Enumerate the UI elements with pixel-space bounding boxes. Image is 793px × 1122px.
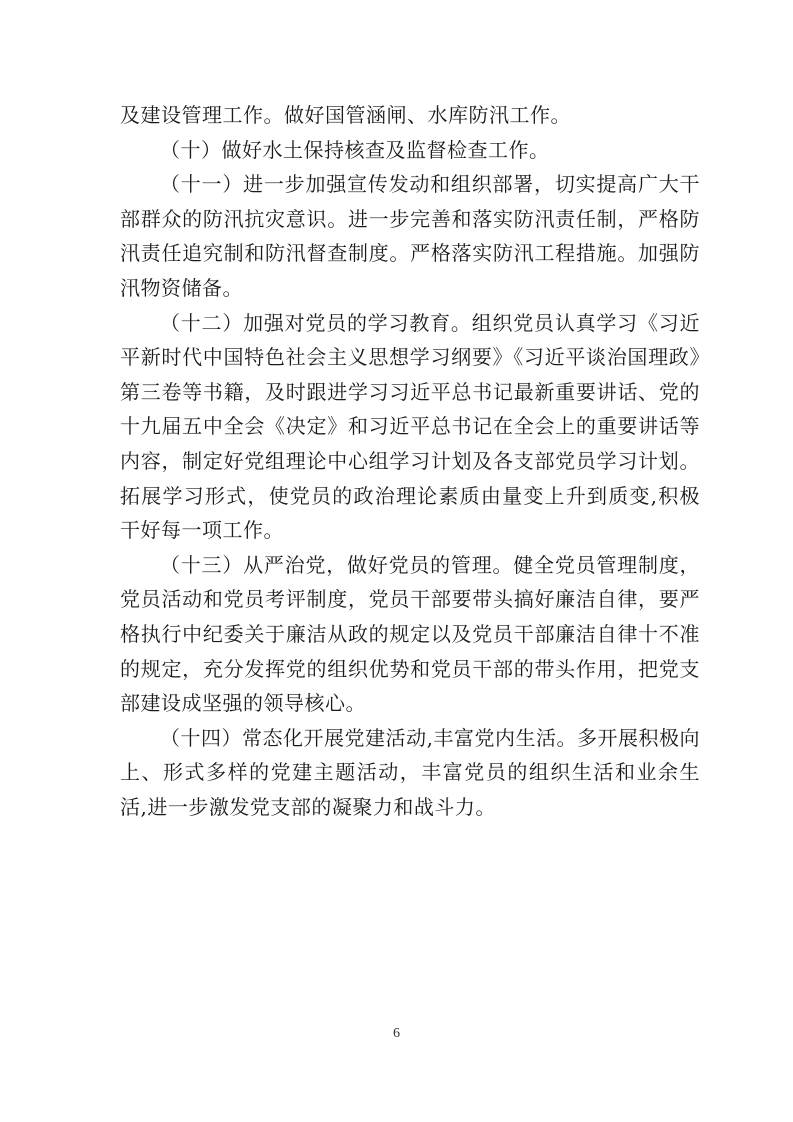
paragraph-continuation: 及建设管理工作。做好国管涵闸、水库防汛工作。 bbox=[120, 103, 571, 127]
paragraph-item-10: （十）做好水土保持核查及监督检查工作。 bbox=[160, 137, 550, 162]
page-number: 6 bbox=[393, 1026, 400, 1041]
paragraph-item-13: （十三）从严治党，做好党员的管理。健全党员管理制度，党员活动和党员考评制度，党员干部要带头搞好廉洁自律，要严格执行中纪委关于廉洁从政的规定以及党员干部廉洁自律十不准的规定，充分发挥党的组织优势和党员干部的带头作用，把党支部建设成坚强的领导核心。 bbox=[120, 552, 700, 716]
paragraph-item-14: （十四）常态化开展党建活动,丰富党内生活。多开展积极向上、形式多样的党建主题活动，丰富党员的组织生活和业余生活,进一步激发党支部的凝聚力和战斗力。 bbox=[120, 725, 700, 819]
document-body bbox=[120, 98, 700, 824]
paragraph-item-12: （十二）加强对党员的学习教育。组织党员认真学习《习近平新时代中国特色社会主义思想学习纲要》《习近平谈治国理政》第三卷等书籍，及时跟进学习习近平总书记最新重要讲话、党的十九届五中全会《决定》和习近平总书记在全会上的重要讲话等内容，制定好党组理论中心组学习计划及各支部党员学习计划。拓展学习形式，使党员的政治理论素质由量变上升到质变,积极干好每一项工作。 bbox=[120, 310, 700, 543]
paragraph-item-11: （十一）进一步加强宣传发动和组织部署，切实提高广大干部群众的防汛抗灾意识。进一步完善和落实防汛责任制，严格防汛责任追究制和防汛督查制度。严格落实防汛工程措施。加强防汛物资储备。 bbox=[120, 172, 700, 300]
